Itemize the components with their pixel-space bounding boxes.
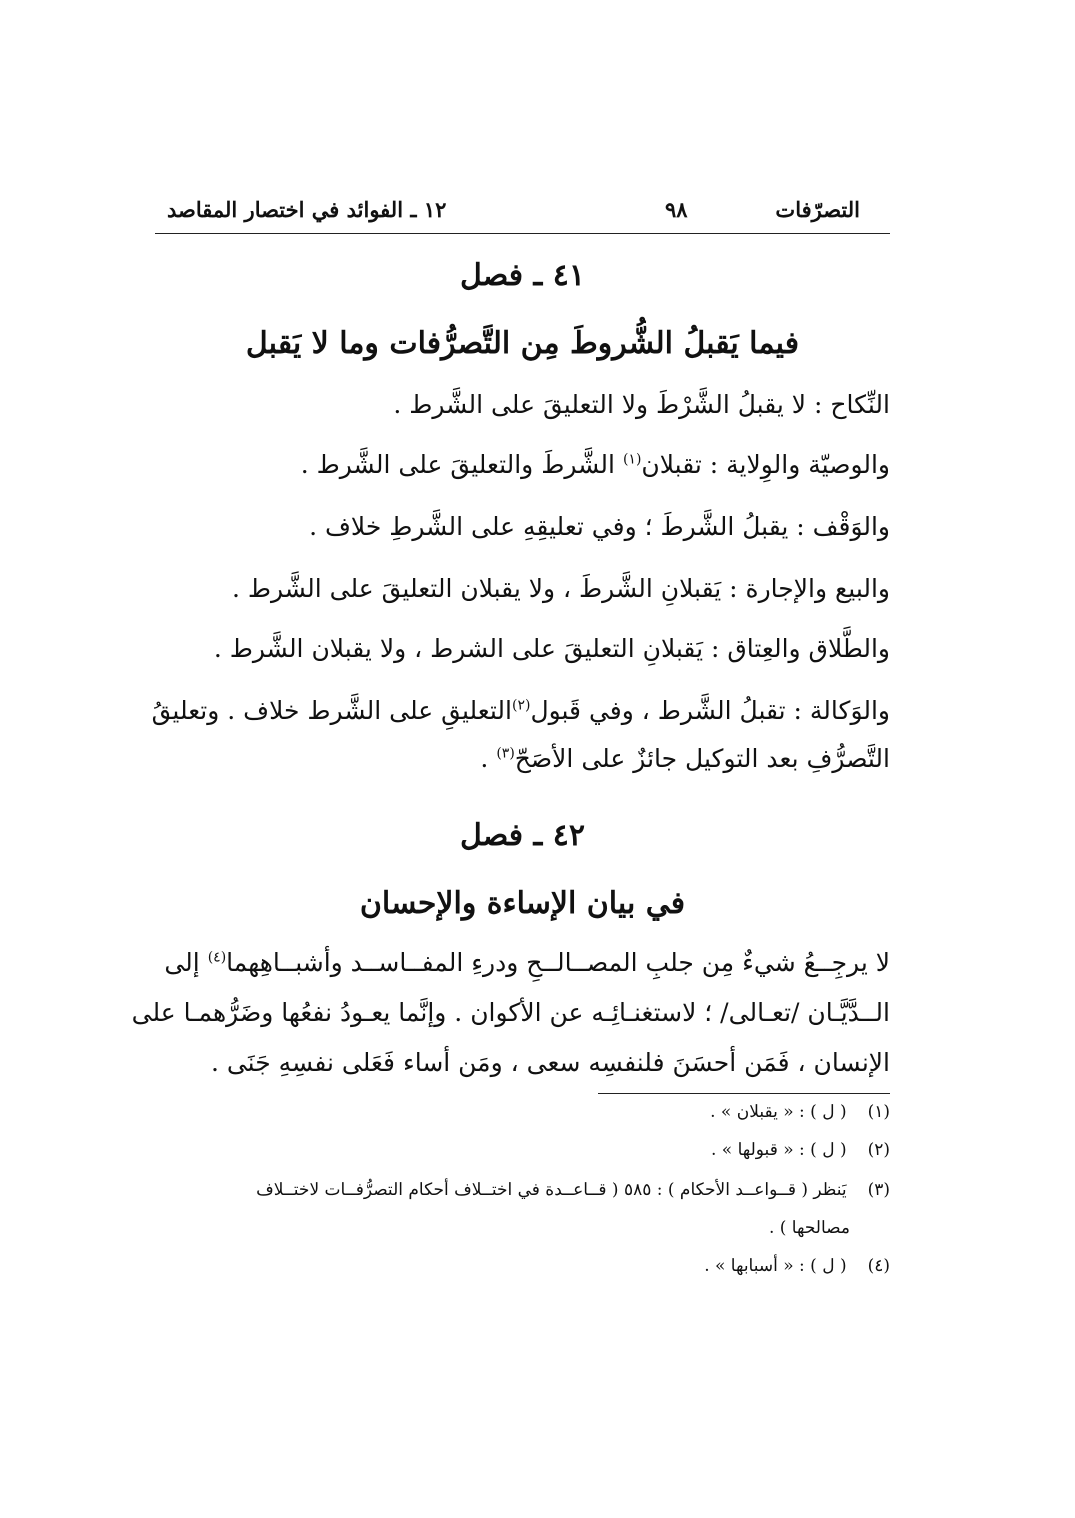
header-chapter: التصرّفات [775, 197, 860, 222]
line-wakala [152, 698, 890, 723]
line-tasarruf-a: التَّصرُّفِ بعد التوكيل جائزٌ على الأصَحّ [514, 744, 890, 773]
footnote-1 [710, 1104, 890, 1121]
line-wakala-b: التعليقِ على الشَّرط خلاف . وتعليقُ [151, 696, 512, 725]
section-42-number: ٤٢ ـ فصل [460, 818, 585, 853]
line-la-yarji [164, 950, 890, 975]
footnote-2-text: ( ل ) : « قبولها » . [710, 1140, 847, 1160]
footnote-3-number: (٣) [867, 1180, 890, 1200]
footnote-2-number: (٢) [867, 1140, 890, 1160]
line-insan: الإنسان ، فَمَن أحسَنَ فلنفسِه سعى ، ومَن أساء فَعَلى نفسِهِ جَنَى . [210, 1048, 890, 1077]
running-header [155, 193, 890, 234]
line-nikah: النِّكاح : لا يقبلُ الشَّرْطَ ولا التعليقَ على الشَّرط . [393, 390, 890, 419]
line-waqf: والوَقْف : يقبلُ الشَّرطَ ؛ وفي تعليقِهِ على الشَّرطِ خلاف . [309, 512, 890, 541]
footnote-3-continuation: مصالحها ) . [768, 1218, 850, 1238]
footnote-4 [704, 1258, 890, 1275]
line-wasiyya-b: الشَّرطَ والتعليقَ على الشَّرط . [300, 450, 615, 479]
line-wakala-a: والوَكالة : تقبلُ الشَّرط ، وفي قَبول [530, 696, 890, 725]
line-wasiyya [301, 452, 890, 477]
footnote-ref-1[interactable]: (١) [622, 451, 642, 468]
footnote-4-number: (٤) [867, 1256, 890, 1276]
line-bay: والبيع والإجارة : يَقبلانِ الشَّرطَ ، ولا يقبلان التعليقَ على الشَّرط . [231, 574, 890, 603]
line-wasiyya-a: والوصيّة والوِلاية : تقبلان [641, 450, 890, 479]
header-book-title: ١٢ ـ الفوائد في اختصار المقاصد [167, 197, 447, 222]
section-42-title: في بيان الإساءة والإحسان [359, 886, 686, 921]
page-number: ٩٨ [665, 197, 688, 222]
footnote-separator [598, 1093, 890, 1094]
footnote-ref-3[interactable]: (٣) [496, 745, 515, 762]
section-41-title: فيما يَقبلُ الشُّروطَ مِن التَّصرُّفات وما لا يَقبل [245, 326, 800, 361]
footnote-3-text: يَنظر ( قــواعــد الأحكام ) : ٥٨٥ ( قــاعــدة في اختــلاف أحكام التصرُّفــات لاختــلاف [256, 1180, 847, 1200]
footnote-2 [711, 1142, 890, 1159]
footnote-3 [256, 1182, 890, 1199]
footnote-ref-4[interactable]: (٤) [207, 949, 227, 966]
line-la-yarji-a: لا يرجِــعُ شيءٌ مِن جلبِ المصــالــحِ ودرءِ المفــاســد وأشبــاهِهما [226, 948, 890, 977]
line-dayyan: الــدَّيَّـان /تعـالى/ ؛ لاستغنـائِـه عن الأكوان . وإنَّما يعـودُ نفعُها وضَرُّهمـا على [131, 998, 890, 1027]
line-la-yarji-b: إلى [164, 948, 200, 977]
footnote-4-text: ( ل ) : « أسبابها » . [704, 1256, 847, 1276]
line-tasarruf [480, 746, 890, 771]
line-tasarruf-b: . [480, 744, 497, 773]
footnote-ref-2[interactable]: (٢) [511, 697, 531, 714]
footnote-1-text: ( ل ) : « يقبلان » . [710, 1102, 847, 1122]
footnote-1-number: (١) [867, 1102, 890, 1122]
line-talaq: والطَّلاق والعِتاق : يَقبلانِ التعليقَ على الشرط ، ولا يقبلان الشَّرط . [213, 634, 890, 663]
section-41-number: ٤١ ـ فصل [460, 258, 585, 293]
